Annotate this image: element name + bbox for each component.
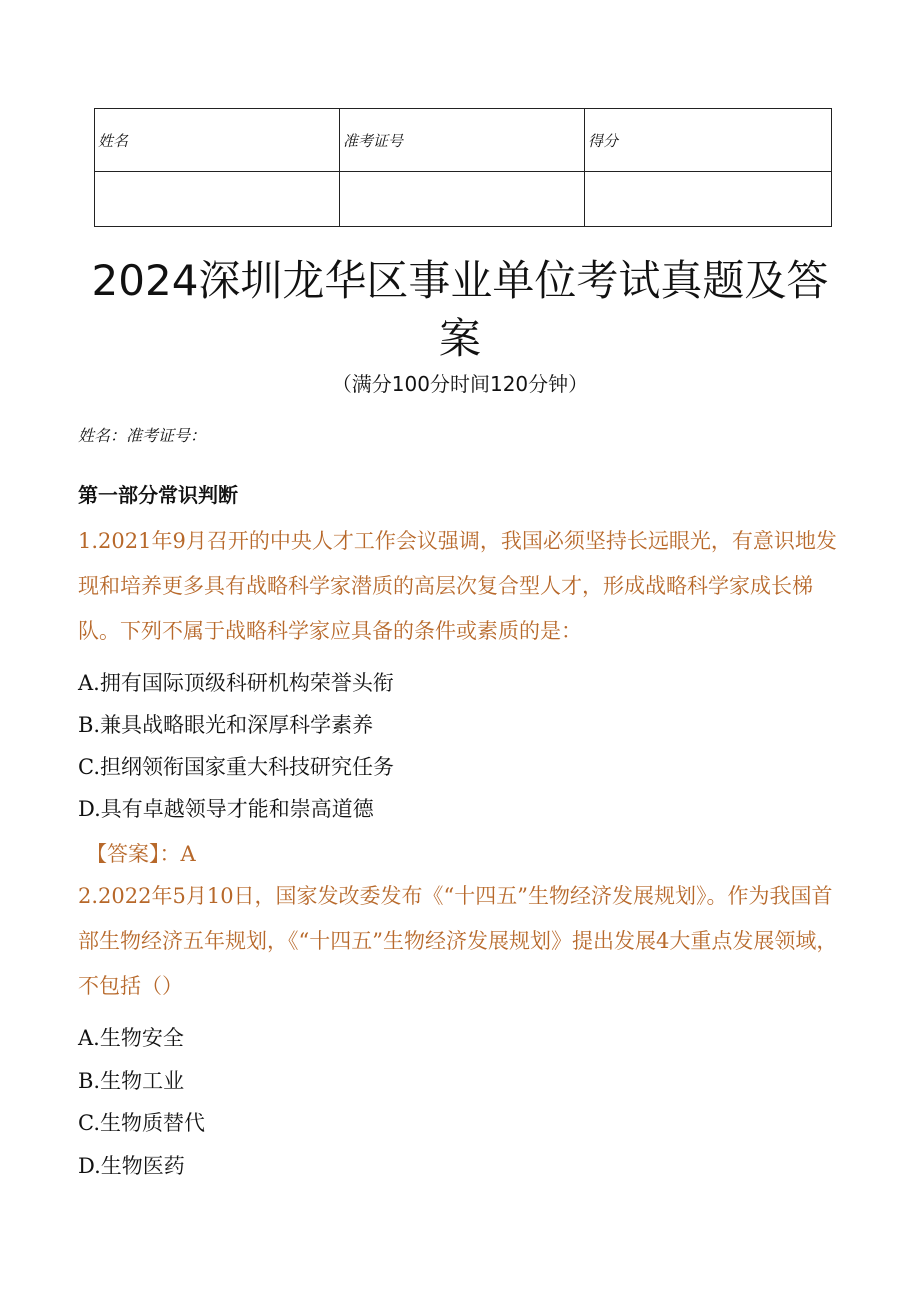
score-label-cell: 得分 — [585, 109, 832, 172]
question-1-option-d: D.具有卓越领导才能和崇高道德 — [78, 797, 374, 821]
exam-id-value-cell[interactable] — [340, 172, 585, 227]
question-1-option-c: C.担纲领衔国家重大科技研究任务 — [78, 755, 394, 779]
question-2-option-c: C.生物质替代 — [78, 1111, 205, 1135]
exam-id-label-cell: 准考证号 — [340, 109, 585, 172]
question-1-answer: 【答案】：A — [86, 842, 196, 866]
question-2-option-d: D.生物医药 — [78, 1154, 185, 1178]
candidate-meta-line: 姓名：准考证号： — [78, 426, 207, 445]
score-value-cell[interactable] — [585, 172, 832, 227]
question-1-option-a: A.拥有国际顶级科研机构荣誉头衔 — [78, 671, 394, 695]
exam-duration-note: （满分100分时间120分钟） — [331, 372, 589, 396]
question-2-option-b: B.生物工业 — [78, 1069, 185, 1093]
document-title — [0, 252, 920, 368]
info-table-header-row — [95, 109, 832, 172]
name-value-cell[interactable] — [95, 172, 340, 227]
question-2-text: 2.2022年5月10日，国家发改委发布《“十四五”生物经济发展规划》。作为我国首部生物经济五年规划，《“十四五”生物经济发展规划》提出发展4大重点发展领域，不包括（） — [78, 884, 838, 998]
question-2-option-a: A.生物安全 — [78, 1026, 184, 1050]
candidate-info-table — [94, 108, 832, 227]
name-label-cell: 姓名 — [95, 109, 340, 172]
document-title-line1: 2024深圳龙华区事业单位考试真题及答 — [91, 256, 829, 305]
info-table-blank-row — [95, 172, 832, 227]
section-title: 第一部分常识判断 — [78, 483, 238, 507]
document-title-line2: 案 — [438, 314, 481, 363]
question-1-option-b: B.兼具战略眼光和深厚科学素养 — [78, 713, 374, 737]
question-1-text: 1.2021年9月召开的中央人才工作会议强调，我国必须坚持长远眼光，有意识地发现和培养更多具有战略科学家潜质的高层次复合型人才，形成战略科学家成长梯队。下列不属于战略科学家应具备的条件或素质的是： — [78, 529, 837, 643]
